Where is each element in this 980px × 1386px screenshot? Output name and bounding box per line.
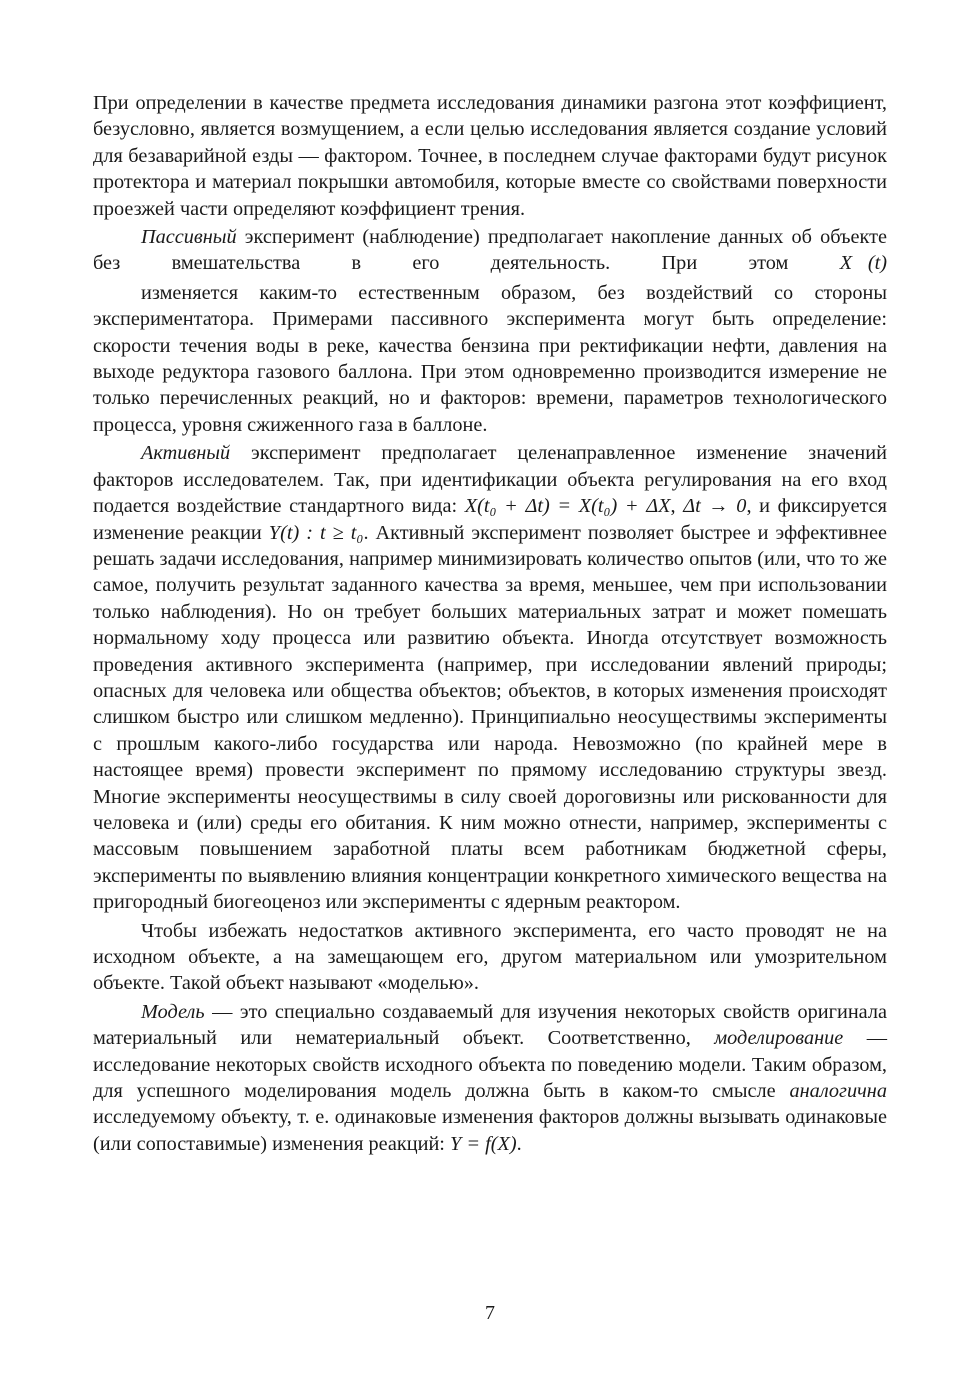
page-body [93, 90, 887, 1159]
paragraph-3-sep: , [670, 495, 684, 518]
term-active: Активный [141, 442, 231, 465]
term-modeling: моделирование [714, 1027, 844, 1050]
formula-y-f-x: Y = f(X) [450, 1132, 517, 1155]
paragraph-5-text-a: — это специально создаваемый для изучения некоторых свойств оригинала материальный или нематериальный объект. Соответственно, [93, 1000, 887, 1050]
paragraph-5-end: . [516, 1132, 522, 1155]
paragraph-5-text-b: — исследование некоторых свойств исходного объекта по поведению модели. Таким образом, для успешного моделирования модель должна быть в каком-то смысле [93, 1027, 887, 1103]
paragraph-4: Чтобы избежать недостатков активного эксперимента, его часто проводят не на исходном объекте, а на замещающем его, другом материальном или умозрительном объекте. Такой объект называют «моделью». [93, 919, 887, 995]
term-model: Модель [141, 1000, 205, 1023]
term-analogous: аналогична [789, 1080, 887, 1103]
term-passive: Пассивный [141, 226, 237, 249]
paragraph-3-text-b: , и фиксируется изменение реакции [93, 495, 888, 544]
paragraph-3-text-c: . Активный эксперимент позволяет быстрее и эффективнее решать задачи исследования, например минимизировать количество опытов (или, что то же самое, получить результат заданного качества за время, меньшее, чем при использовании только наблюдения). Но он требует больших материальных затрат и может помешать нормальному ходу процесса или развитию объекта. Иногда отсутствует возможность проведения активного эксперимента (например, при исследовании явлений природы; опасных для человека или общества объектов; объектов, в которых изменения происходят слишком быстро или слишком медленно). Принципиально неосуществимы эксперименты с прошлым какого-либо государства или народа. Невозможно (по крайней мере в настоящее время) провести эксперимент по прямому исследованию структуры звезд. Многие эксперименты неосуществимы в силу своей дороговизны или рискованности для человека и (или) среды его обитания. К ним можно отнести, например, эксперименты с массовым повышением заработной платы всем работникам бюджетной сферы, эксперименты по выявлению влияния концентрации конкретного химического вещества на пригородный биогеоценоз или эксперименты с ядерным реактором. [93, 521, 887, 914]
page-number: 7 [485, 1302, 495, 1324]
formula-reaction: Y(t) : t ≥ t₀ [268, 521, 364, 544]
paragraph-5-text-c: исследуемому объекту, т. е. одинаковые изменения факторов должны вызывать одинаковые (или сопоставимые) изменения реакций: [93, 1106, 887, 1155]
paragraph-5 [93, 999, 887, 1157]
paragraph-2-text-b: изменяется каким-то естественным образом, без воздействий со стороны экспериментатора. Примерами пассивного эксперимента могут быть определение: скорости течения воды в реке, качества бензина при ректификации нефти, давления на выходе редуктора газового баллона. При этом одновременно производится измерение не только перечисленных реакций, но и факторов: времени, параметров технологического процесса, уровня сжиженного газа в баллоне. [93, 281, 887, 436]
paragraph-2 [93, 224, 887, 438]
formula-x-of-t: X⃗(t) [839, 252, 887, 275]
paragraph-3-text-a: эксперимент предполагает целенаправленное изменение значений факторов исследователем. Так, при идентификации объекта регулирования на его вход подается воздействие стандартного вида: [93, 442, 887, 518]
paragraph-1: При определении в качестве предмета исследования динамики разгона этот коэффициент, безусловно, является возмущением, а если целью исследования является создание условий для безаварийной езды — фактором. Точнее, в последнем случае факторами будут рисунок протектора и материал покрышки автомобиля, которые вместе со свойствами поверхности проезжей части определяют коэффициент трения. [93, 92, 887, 220]
formula-delta-t-limit: Δt → 0 [683, 495, 747, 518]
paragraph-2-text-a: эксперимент (наблюдение) предполагает накопление данных об объекте без вмешательства в его деятельность. При этом [93, 226, 887, 275]
formula-step-input: X(t₀ + Δt) = X(t₀) + ΔX [464, 495, 671, 518]
paragraph-3 [93, 440, 887, 915]
